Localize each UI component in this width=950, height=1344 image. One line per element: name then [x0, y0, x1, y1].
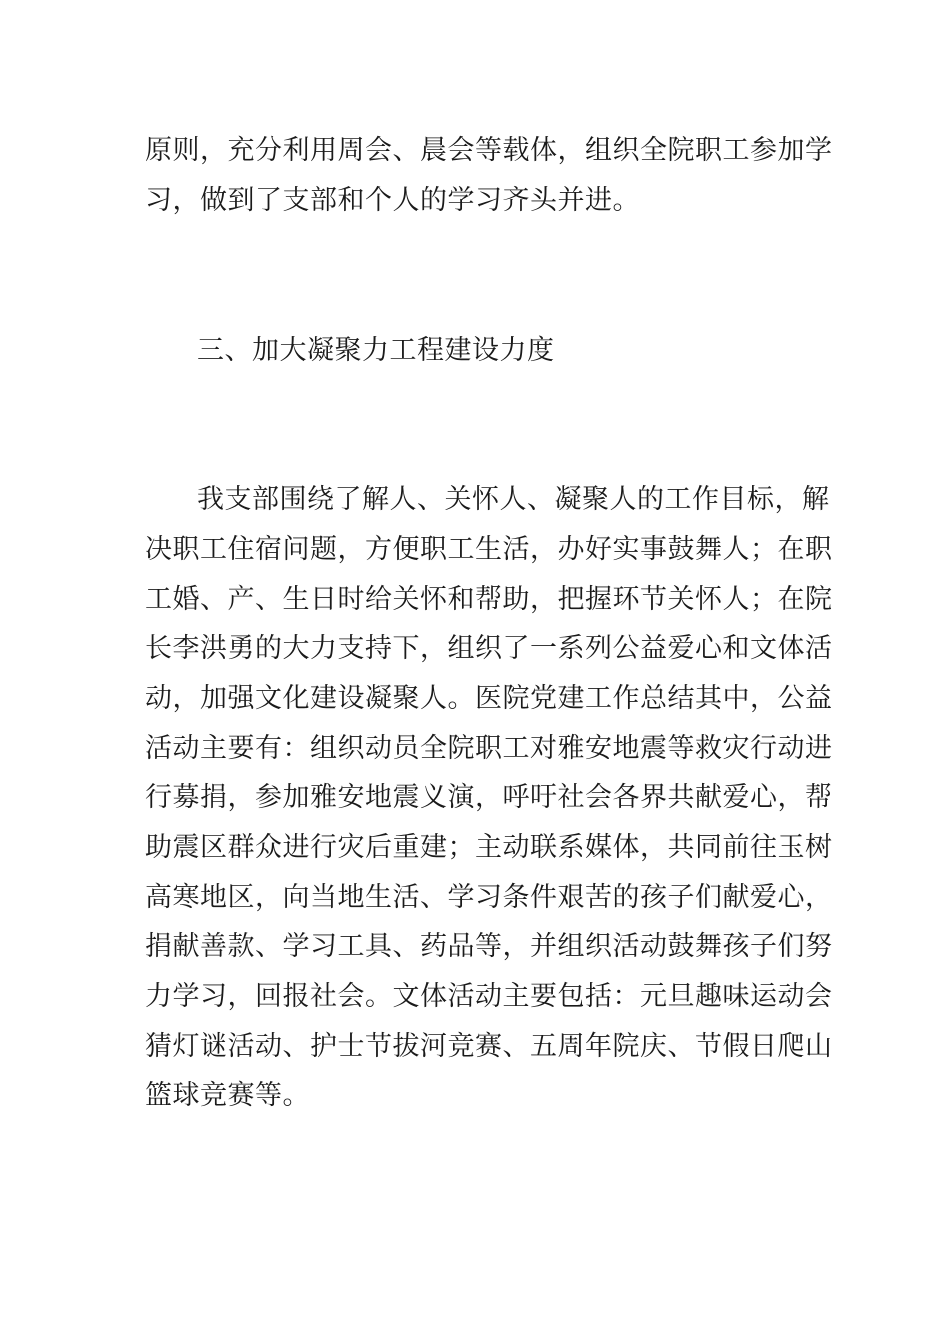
paragraph-2-line-5: 动，加强文化建设凝聚人。医院党建工作总结其中，公益 — [145, 683, 833, 714]
paragraph-2-line-11: 力学习，回报社会。文体活动主要包括：元旦趣味运动会 — [145, 981, 833, 1012]
paragraph-2-line-6: 活动主要有：组织动员全院职工对雅安地震等救灾行动进 — [145, 733, 833, 764]
paragraph-2-line-1: 我支部围绕了解人、关怀人、凝聚人的工作目标，解 — [197, 484, 830, 515]
paragraph-2-line-2: 决职工住宿问题，方便职工生活，办好实事鼓舞人；在职 — [145, 534, 833, 565]
paragraph-2-line-8: 助震区群众进行灾后重建；主动联系媒体，共同前往玉树 — [145, 832, 833, 863]
paragraph-1-line-1: 原则，充分利用周会、晨会等载体，组织全院职工参加学 — [145, 135, 833, 166]
paragraph-2-line-7: 行募捐，参加雅安地震义演，呼吁社会各界共献爱心，帮 — [145, 782, 833, 813]
paragraph-2-line-12: 猜灯谜活动、护士节拔河竞赛、五周年院庆、节假日爬山 — [145, 1031, 833, 1062]
paragraph-2-line-4: 长李洪勇的大力支持下，组织了一系列公益爱心和文体活 — [145, 633, 833, 664]
paragraph-2-line-13: 篮球竞赛等。 — [145, 1080, 310, 1111]
paragraph-2-line-9: 高寒地区，向当地生活、学习条件艰苦的孩子们献爱心， — [145, 882, 833, 913]
paragraph-1-line-2: 习，做到了支部和个人的学习齐头并进。 — [145, 185, 640, 216]
paragraph-2-line-3: 工婚、产、生日时给关怀和帮助，把握环节关怀人；在院 — [145, 584, 833, 615]
paragraph-2-line-10: 捐献善款、学习工具、药品等，并组织活动鼓舞孩子们努 — [145, 931, 833, 962]
section-heading: 三、加大凝聚力工程建设力度 — [197, 335, 555, 366]
